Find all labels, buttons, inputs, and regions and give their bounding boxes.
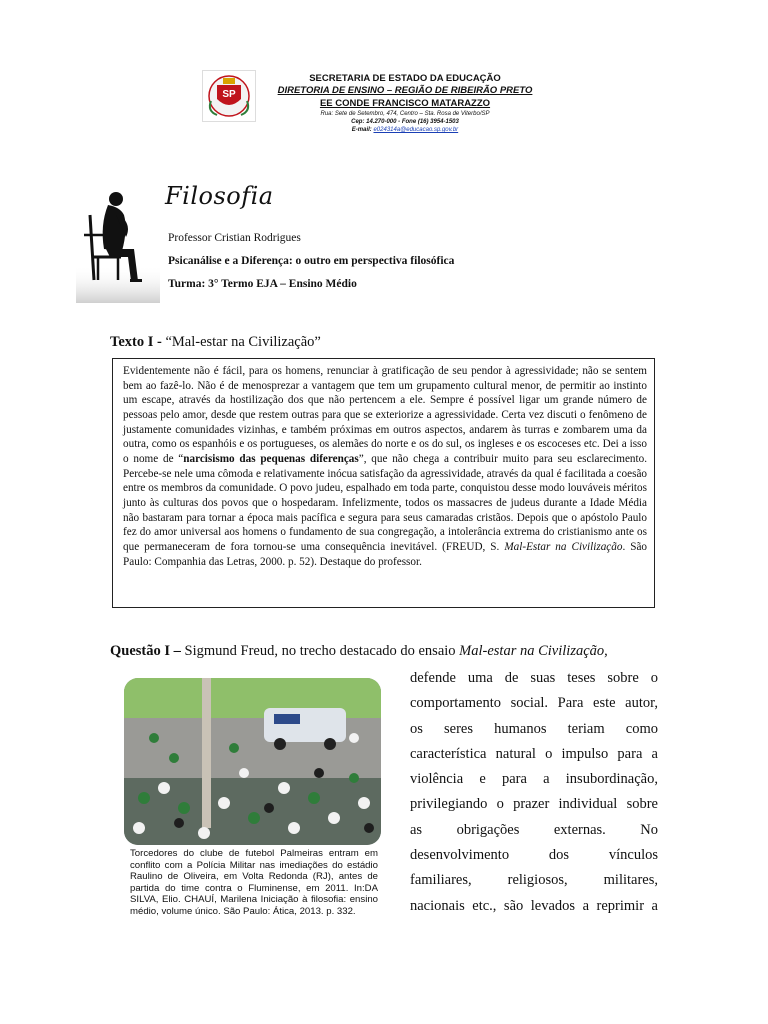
question-line: nacionais etc., são levados a reprimir a — [410, 897, 658, 914]
school-header — [255, 73, 555, 134]
question-line: comportamento social. Para este autor, — [410, 695, 658, 712]
question-line: os seres humanos teriam como — [410, 720, 658, 737]
header-cep-phone: Cep: 14.270-000 - Fone (16) 3954-1503 — [351, 119, 459, 125]
crowd-conflict-photo — [124, 678, 381, 845]
quote-text-part2: ”, que não chega a contribuir muito para seu esclarecimento. Percebe-se nele uma cômoda e relativamente inócua satisfação da agressividade, através da qual é facilitada a coesão entre os membros da comunidade. O povo judeu, espalhado em toda parte, conquistou desse modo louváveis méritos junto às culturas dos povos que o hospedaram. Infelizmente, todos os massacres de judeus durante a Idade Média não bastaram para tornar a época mais pacífica e segura para seus camaradas cristãos. Depois que o apóstolo Paulo fez do amor universal aos homens o fundamento de sua congregação, a intolerância extrema do cristianismo ante os que permaneceram de fora tornou-se uma consequência inevitável. (FREUD, S. — [123, 452, 648, 553]
quote-paragraph — [123, 364, 647, 569]
subject-title: Filosofia — [165, 182, 274, 210]
header-secretaria: SECRETARIA DE ESTADO DA EDUCAÇÃO — [309, 73, 501, 84]
question-line: violência e para a insubordinação, — [410, 771, 658, 788]
question-first-line — [110, 643, 658, 660]
texto-title: “Mal-estar na Civilização” — [165, 334, 321, 350]
texto-heading — [110, 334, 321, 351]
question-line: familiares, religiosos, militares, — [410, 872, 658, 889]
question-line: as obrigações externas. No — [410, 821, 658, 838]
quote-book-title: Mal-Estar na Civilização — [504, 540, 623, 553]
question-label: Questão I – — [110, 643, 181, 659]
professor-name: Professor Cristian Rodrigues — [168, 232, 301, 244]
lesson-topic: Psicanálise e a Diferença: o outro em perspectiva filosófica — [168, 255, 455, 267]
header-school-name: EE CONDE FRANCISCO MATARAZZO — [319, 98, 491, 109]
freud-quote-box — [112, 358, 655, 608]
question-intro-italic: Mal-estar na Civilização — [459, 643, 605, 659]
header-address: Rua: Sete de Setembro, 474, Centro – Sta. Rosa de Viterbo/SP — [320, 111, 490, 117]
question-line: desenvolvimento dos vínculos — [410, 847, 658, 864]
seal-text: SP — [222, 89, 236, 100]
quote-highlight: narcisismo das pequenas diferenças — [183, 452, 359, 465]
class-info: Turma: 3° Termo EJA – Ensino Médio — [168, 278, 357, 290]
question-text-column — [410, 666, 658, 919]
thinker-silhouette-image — [76, 185, 160, 303]
header-email-label: E-mail: — [351, 127, 374, 133]
question-line: característica natural o impulso para a — [410, 745, 658, 762]
header-email-link[interactable]: e024314a@educacao.sp.gov.br — [373, 127, 459, 133]
quote-text-part1: Evidentemente não é fácil, para os homens, renunciar à gratificação de seu pendor à agressividade; não se sentem bem ao fazê-lo. Não é de menosprezar a vantagem que tem um grupamento cultural menor, de permitir ao instinto um escape, através da hostilização dos que não pertencem a ele. Sempre é possível ligar um grande número de pessoas pelo amor, desde que restem outras para que se exteriorize a agressividade. Certa vez discuti o fenômeno de justamente comunidades vizinhas, e também próximas em outros aspectos, andarem às turras e zombarem uma da outra, como os espanhóis e os portugueses, os alemães do norte e os do sul, os ingleses e os escoceses etc. Dei a isso o nome de “ — [123, 365, 647, 465]
question-line: defende uma de suas teses sobre o — [410, 670, 658, 686]
texto-label: Texto I - — [110, 334, 166, 350]
question-line: privilegiando o prazer individual sobre — [410, 796, 658, 813]
photo-caption: Torcedores do clube de futebol Palmeiras entram em conflito com a Polícia Militar nas imediações do estádio Raulino de Oliveira, em Volta Redonda (RJ), antes de partida do time contra o Fluminense, em 2011. In:DA SILVA, Elio. CHAUÍ, Marilena Iniciação à filosofia: ensino médio, volume único. São Paulo: Ática, 2013. p. 332. — [130, 848, 378, 917]
state-seal-logo — [202, 70, 256, 122]
header-diretoria: DIRETORIA DE ENSINO – REGIÃO DE RIBEIRÃO PRETO — [277, 85, 533, 96]
question-intro: Sigmund Freud, no trecho destacado do ensaio — [180, 643, 460, 659]
quote-text-part3: . São Paulo: Companhia das Letras, 2000. p. 52). Destaque do professor. — [123, 540, 648, 568]
question-intro-end: , — [604, 643, 608, 659]
